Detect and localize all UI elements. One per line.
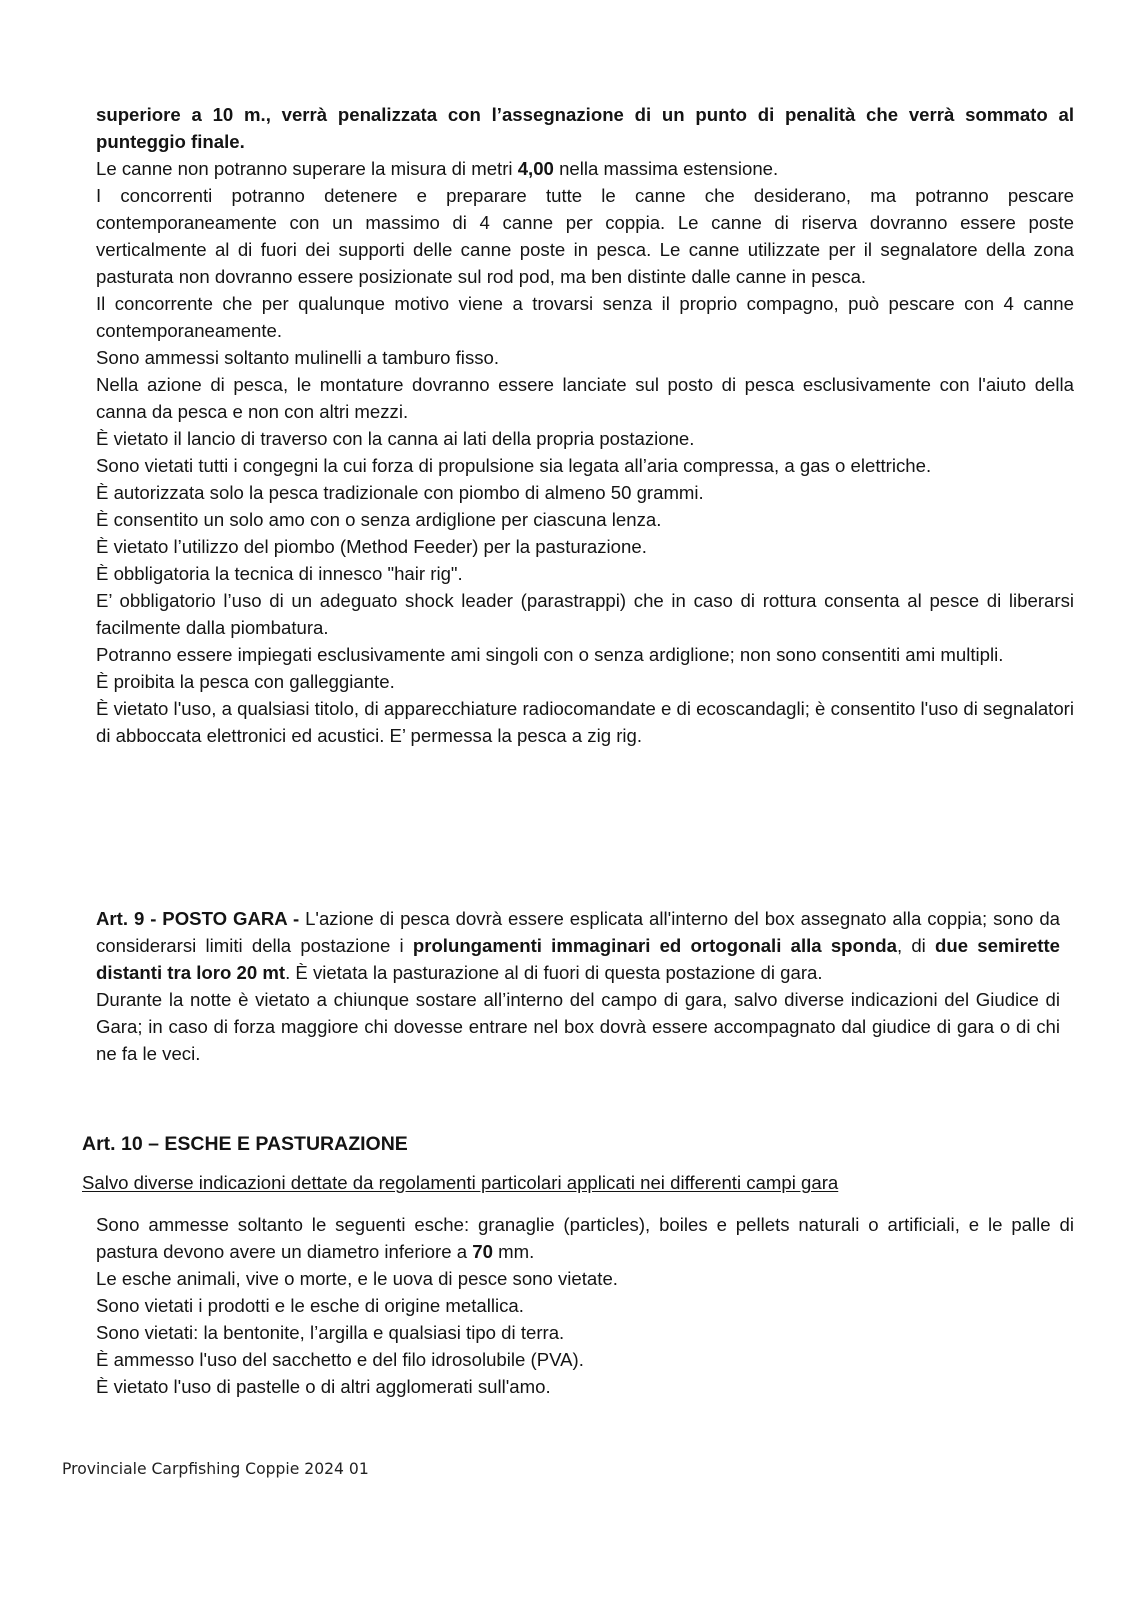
page-footer: Provinciale Carpfishing Coppie 2024 01	[62, 1460, 369, 1478]
art9-bold-2: due semirette distanti tra loro 20 mt	[96, 935, 1060, 983]
baits-text: Sono ammesse soltanto le seguenti esche: granaglie (particles), boiles e pellets naturali o artificiali, e le palle di pastura devono avere un diametro inferiore a	[96, 1214, 1074, 1262]
animal-baits-paragraph: Le esche animali, vive o morte, e le uova di pesce sono vietate.	[96, 1268, 618, 1289]
rod-length-text: Le canne non potranno superare la misura di metri	[96, 158, 518, 179]
float-paragraph: È proibita la pesca con galleggiante.	[96, 671, 395, 692]
rules-section-art10	[96, 1211, 1074, 1400]
rod-length-paragraph	[96, 155, 1074, 182]
casting-paragraph: Nella azione di pesca, le montature dovranno essere lanciate sul posto di pesca esclusivamente con l'aiuto della canna da pesca e non con altri mezzi.	[96, 374, 1074, 422]
propulsion-devices-paragraph: Sono vietati tutti i congegni la cui forza di propulsione sia legata all’aria compressa, a gas o elettriche.	[96, 455, 932, 476]
rules-section-art9	[96, 905, 1060, 1067]
electronics-paragraph: È vietato l'uso, a qualsiasi titolo, di apparecchiature radiocomandate e di ecoscandagli; è consentito l'uso di segnalatori di abboccata elettronici ed acustici. E’ permessa la pesca a zig rig.	[96, 698, 1074, 746]
hooks-paragraph: Potranno essere impiegati esclusivamente ami singoli con o senza ardiglione; non sono consentiti ami multipli.	[96, 644, 1004, 665]
baits-diameter-value: 70	[472, 1241, 493, 1262]
pva-paragraph: È ammesso l'uso del sacchetto e del filo idrosolubile (PVA).	[96, 1349, 584, 1370]
bentonite-paragraph: Sono vietati: la bentonite, l’argilla e qualsiasi tipo di terra.	[96, 1322, 565, 1343]
art9-paragraph	[96, 905, 1060, 986]
single-hook-paragraph: È consentito un solo amo con o senza ardiglione per ciascuna lenza.	[96, 509, 662, 530]
lead-weight-paragraph: È autorizzata solo la pesca tradizionale con piombo di almeno 50 grammi.	[96, 482, 704, 503]
paste-paragraph: È vietato l'uso di pastelle o di altri agglomerati sull'amo.	[96, 1376, 551, 1397]
metal-baits-paragraph: Sono vietati i prodotti e le esche di origine metallica.	[96, 1295, 524, 1316]
reels-paragraph: Sono ammessi soltanto mulinelli a tamburo fisso.	[96, 347, 500, 368]
hair-rig-paragraph: È obbligatoria la tecnica di innesco "hair rig".	[96, 563, 463, 584]
rod-length-text-end: nella massima estensione.	[553, 158, 779, 179]
side-cast-paragraph: È vietato il lancio di traverso con la canna ai lati della propria postazione.	[96, 428, 695, 449]
art9-night-paragraph: Durante la notte è vietato a chiunque sostare all’interno del campo di gara, salvo diverse indicazioni del Giudice di Gara; in caso di forza maggiore chi dovesse entrare nel box dovrà essere accompagnato dal giudice di gara o di chi ne fa le veci.	[96, 989, 1060, 1064]
art9-title: Art. 9 - POSTO GARA -	[96, 908, 300, 929]
method-feeder-paragraph: È vietato l’utilizzo del piombo (Method Feeder) per la pasturazione.	[96, 536, 647, 557]
art9-text-1: L'azione di pesca dovrà essere esplicata all'interno del box assegnato alla coppia; sono da considerarsi limiti della postazione i	[96, 908, 1060, 956]
rules-section-art8-continued	[96, 101, 1074, 749]
penalty-paragraph: superiore a 10 m., verrà penalizzata con l’assegnazione di un punto di penalità che verrà sommato al punteggio finale.	[96, 104, 1074, 152]
art9-text-2: , di	[896, 935, 936, 956]
baits-paragraph	[96, 1211, 1074, 1265]
art9-text-3: . È vietata la pasturazione al di fuori di questa postazione di gara.	[285, 962, 823, 983]
art10-subtitle: Salvo diverse indicazioni dettate da regolamenti particolari applicati nei differenti campi gara	[82, 1172, 839, 1193]
rod-length-value: 4,00	[517, 158, 554, 179]
art9-bold-1: prolungamenti immaginari ed ortogonali alla sponda	[412, 935, 897, 956]
baits-text-end: mm.	[492, 1241, 535, 1262]
rods-number-paragraph: I concorrenti potranno detenere e preparare tutte le canne che desiderano, ma potranno pescare contemporaneamente con un massimo di 4 canne per coppia. Le canne di riserva dovranno essere poste verticalmente al di fuori dei supporti delle canne poste in pesca. Le canne utilizzate per il segnalatore della zona pasturata non dovranno essere posizionate sul rod pod, ma ben distinte dalle canne in pesca.	[96, 185, 1074, 287]
art10-title: Art. 10 – ESCHE E PASTURAZIONE	[82, 1133, 408, 1155]
shock-leader-paragraph: E’ obbligatorio l’uso di un adeguato shock leader (parastrappi) che in caso di rottura consenta al pesce di liberarsi facilmente dalla piombatura.	[96, 590, 1074, 638]
solo-competitor-paragraph: Il concorrente che per qualunque motivo viene a trovarsi senza il proprio compagno, può pescare con 4 canne contemporaneamente.	[96, 293, 1074, 341]
